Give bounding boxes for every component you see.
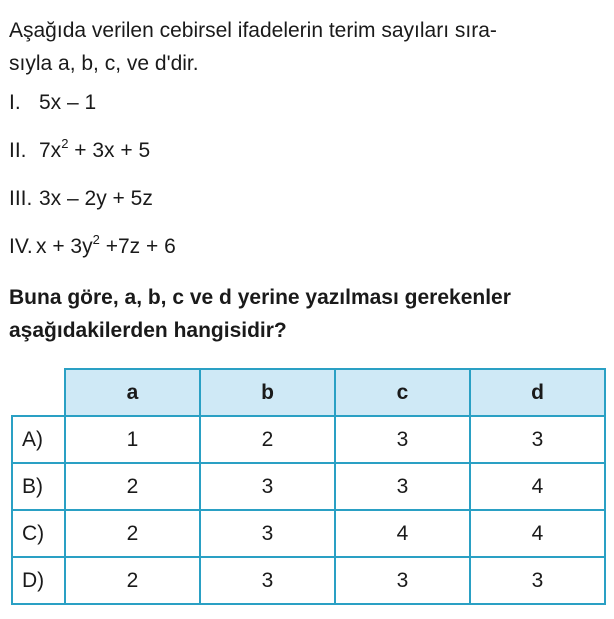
column-header-a: a <box>65 369 200 416</box>
column-header-d: d <box>470 369 605 416</box>
table-cell: 2 <box>200 416 335 463</box>
table-cell: 3 <box>335 463 470 510</box>
expression-item-1 <box>9 88 176 136</box>
table-cell: 3 <box>200 557 335 604</box>
item-expression: 3x – 2y + 5z <box>39 187 153 210</box>
column-header-c: c <box>335 369 470 416</box>
table-row[interactable] <box>12 557 605 604</box>
table-cell: 2 <box>65 510 200 557</box>
item-expression: $7x^2 + 3x + 5$ <box>39 136 151 162</box>
table-cell: 4 <box>470 463 605 510</box>
item-expression: $x + 3y^2 +7z + 6$ <box>36 232 176 258</box>
table-cell: 3 <box>470 557 605 604</box>
column-header-b: b <box>200 369 335 416</box>
item-numeral: III. <box>9 187 33 210</box>
table-cell: 3 <box>335 557 470 604</box>
table-row[interactable] <box>12 416 605 463</box>
item-numeral: IV. <box>9 235 33 258</box>
exponent: 2 <box>61 136 69 151</box>
table-row[interactable] <box>12 463 605 510</box>
table-corner <box>12 369 65 416</box>
expression-list <box>9 88 176 280</box>
table-cell: 4 <box>470 510 605 557</box>
option-label[interactable]: C) <box>12 510 65 557</box>
option-label[interactable]: A) <box>12 416 65 463</box>
item-numeral: II. <box>9 139 27 162</box>
answer-table <box>11 368 606 605</box>
table-cell: 3 <box>200 510 335 557</box>
expression-item-4 <box>9 232 176 280</box>
item-expression: 5x – 1 <box>39 91 97 114</box>
table-cell: 2 <box>65 557 200 604</box>
table-row[interactable] <box>12 510 605 557</box>
expression-item-3 <box>9 184 176 232</box>
table-cell: 2 <box>65 463 200 510</box>
item-numeral: I. <box>9 91 21 114</box>
table-cell: 4 <box>335 510 470 557</box>
question-stem <box>9 14 605 80</box>
table-cell: 3 <box>200 463 335 510</box>
exponent: 2 <box>92 232 100 247</box>
table-cell: 3 <box>335 416 470 463</box>
question-prompt <box>9 281 609 347</box>
table-header-row <box>12 369 605 416</box>
question-line-2: aşağıdakilerden hangisidir? <box>9 319 287 342</box>
expression-item-2 <box>9 136 176 184</box>
question-line-1: Buna göre, a, b, c ve d yerine yazılması gerekenler <box>9 286 511 309</box>
option-label[interactable]: D) <box>12 557 65 604</box>
table-cell: 1 <box>65 416 200 463</box>
stem-line-2: sıyla a, b, c, ve d'dir. <box>9 52 199 75</box>
table-cell: 3 <box>470 416 605 463</box>
stem-line-1: Aşağıda verilen cebirsel ifadelerin terim sayıları sıra- <box>9 19 497 42</box>
option-label[interactable]: B) <box>12 463 65 510</box>
